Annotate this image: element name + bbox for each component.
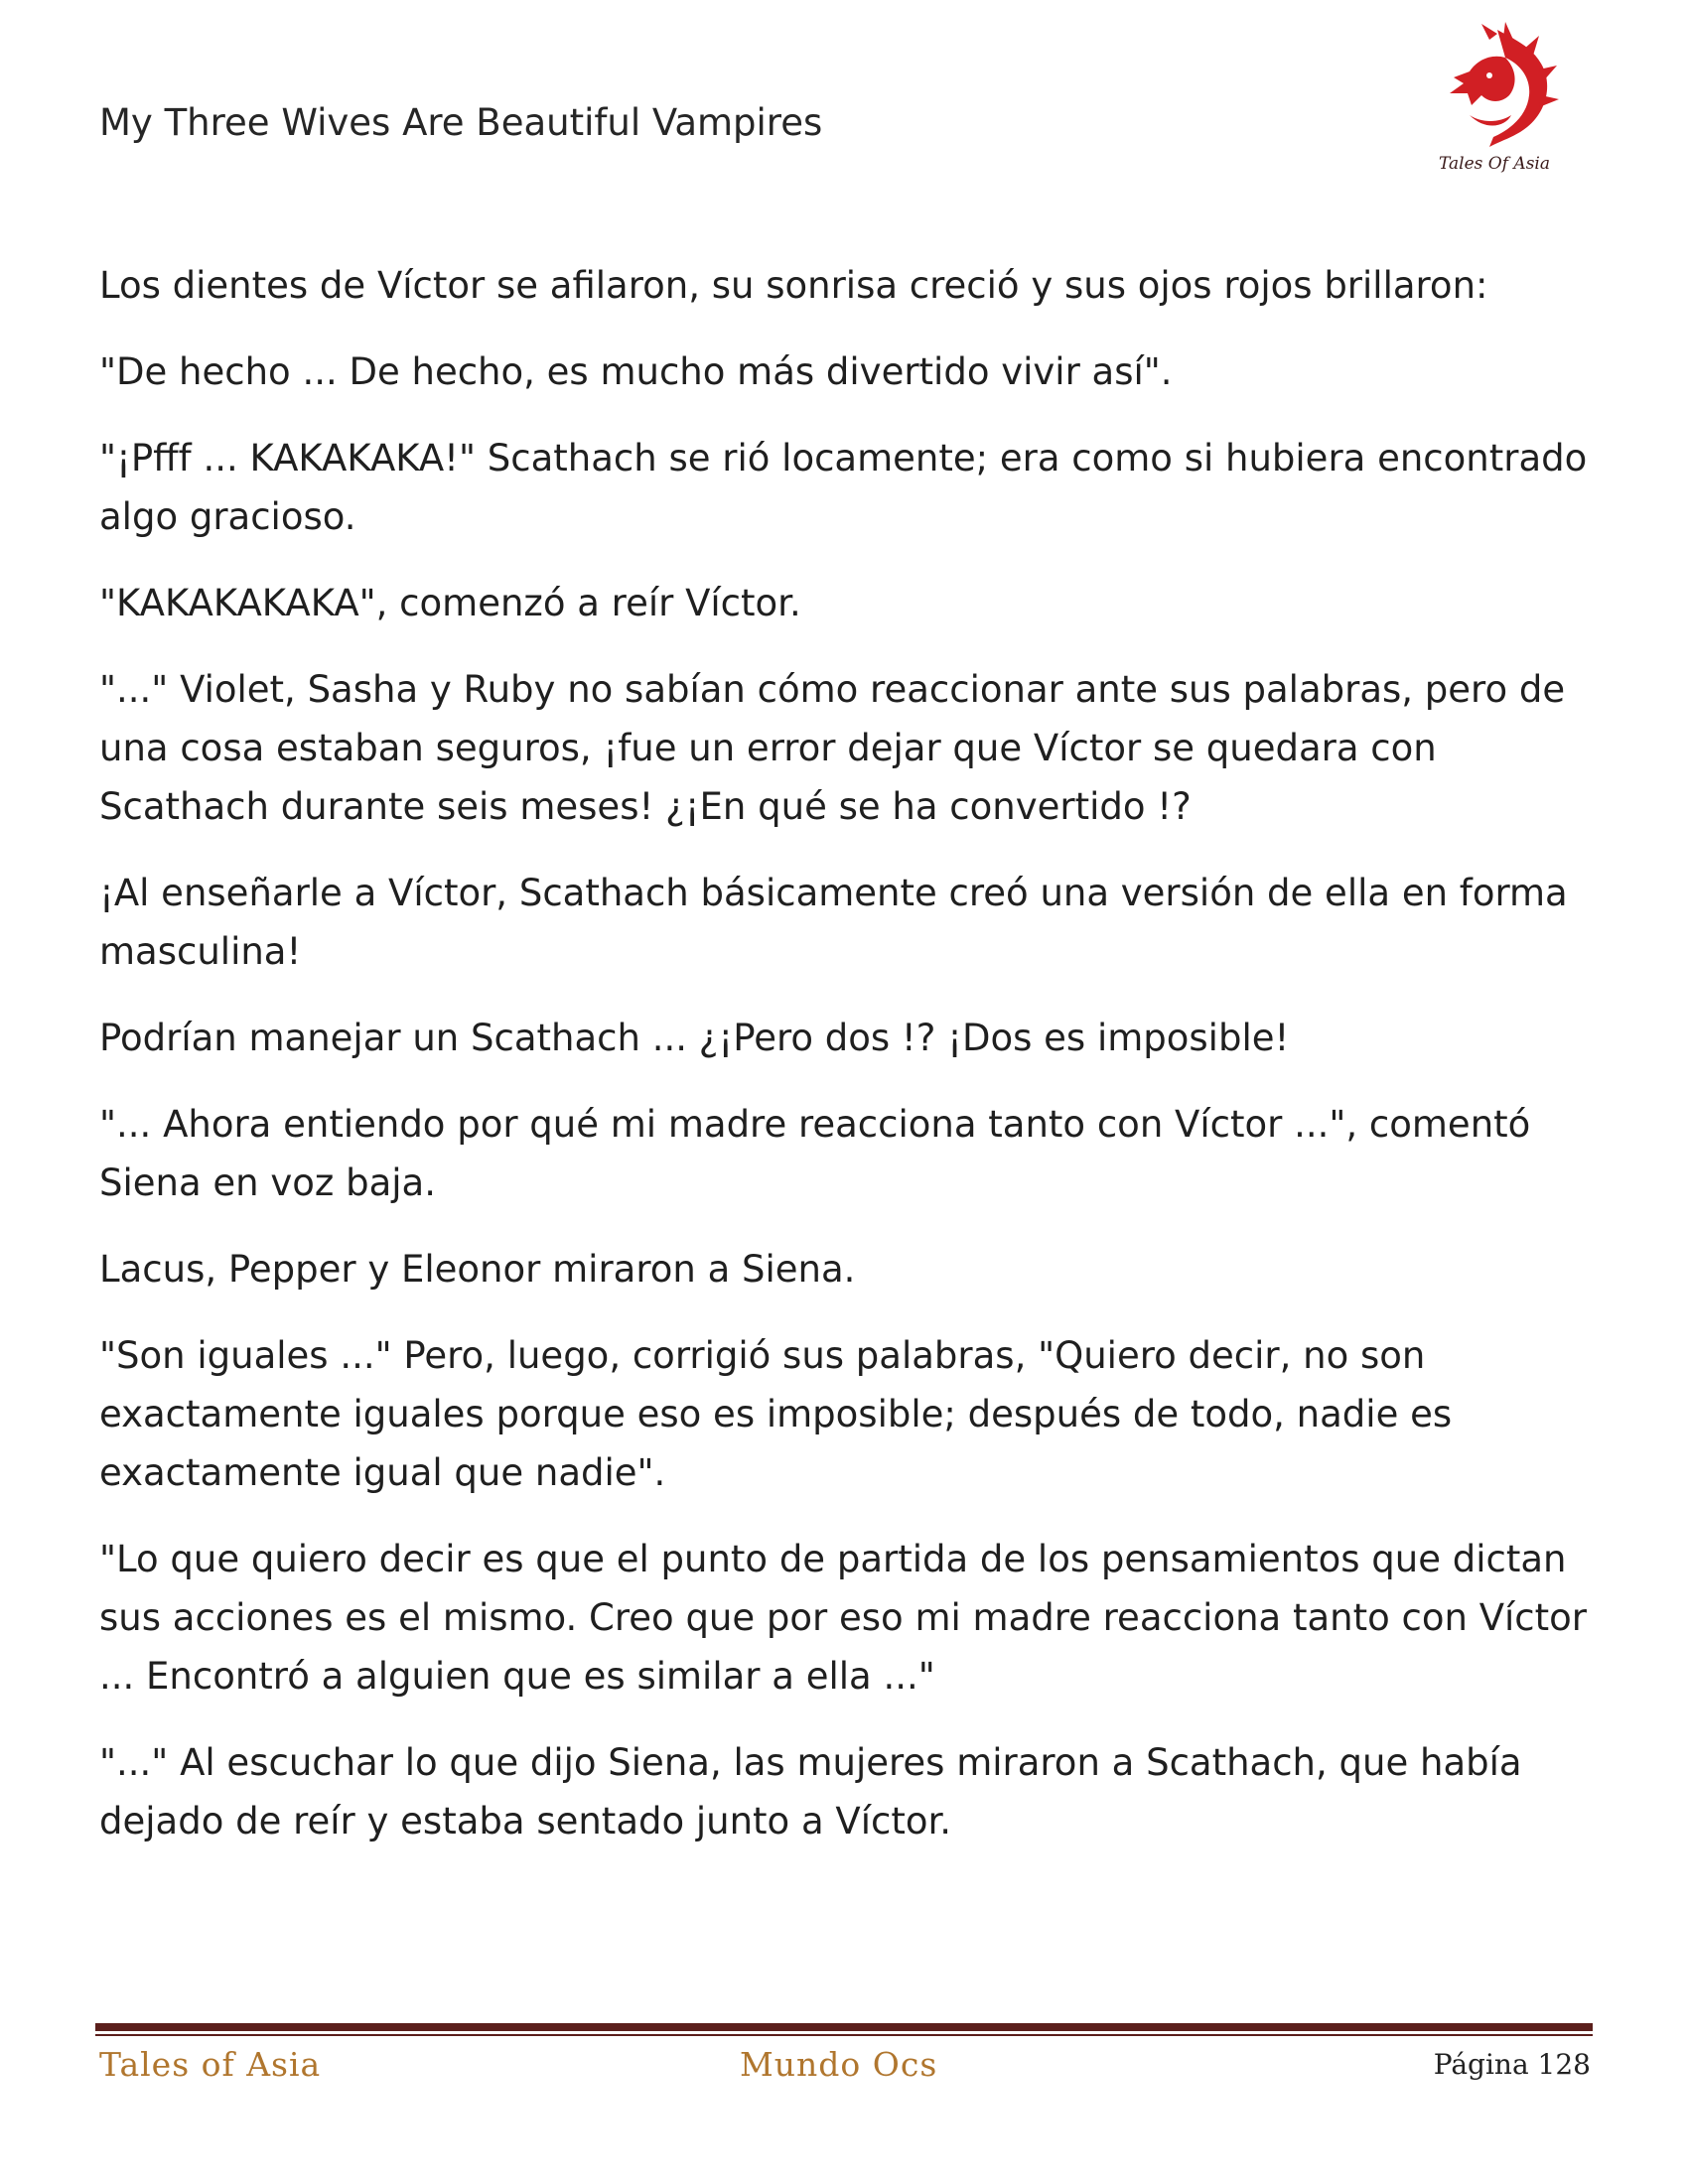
paragraph: "Lo que quiero decir es que el punto de partida de los pensamientos que dictan sus acciones es el mismo. Creo que por eso mi madre reacciona tanto con Víctor ... Encontró a alguien que es similar a ella ..." xyxy=(99,1538,1587,1698)
footer-divider-thin xyxy=(95,2034,1593,2036)
page-number: Página 128 xyxy=(1433,2048,1591,2081)
footer-divider xyxy=(95,2023,1593,2037)
paragraph: Los dientes de Víctor se afilaron, su sonrisa creció y sus ojos rojos brillaron: xyxy=(99,264,1488,307)
footer-divider-thick xyxy=(95,2023,1593,2031)
paragraph: "Son iguales ..." Pero, luego, corrigió sus palabras, "Quiero decir, no son exactamente iguales porque eso es imposible; después de todo, nadie es exactamente igual que nadie". xyxy=(99,1334,1453,1494)
paragraph: "De hecho ... De hecho, es mucho más divertido vivir así". xyxy=(99,350,1173,393)
paragraph: "¡Pfff ... KAKAKAKA!" Scathach se rió locamente; era como si hubiera encontrado algo gracioso. xyxy=(99,437,1588,538)
chapter-body xyxy=(99,256,1589,1878)
paragraph: Podrían manejar un Scathach ... ¿¡Pero dos !? ¡Dos es imposible! xyxy=(99,1017,1290,1059)
paragraph: "..." Al escuchar lo que dijo Siena, las mujeres miraron a Scathach, que había dejado de reír y estaba sentado junto a Víctor. xyxy=(99,1741,1522,1843)
paragraph: "... Ahora entiendo por qué mi madre reacciona tanto con Víctor ...", comentó Siena en voz baja. xyxy=(99,1103,1531,1204)
logo-text: Tales Of Asia xyxy=(1439,154,1550,174)
paragraph: Lacus, Pepper y Eleonor miraron a Siena. xyxy=(99,1248,856,1291)
paragraph: ¡Al enseñarle a Víctor, Scathach básicamente creó una versión de ella en forma masculina! xyxy=(99,872,1568,973)
tales-of-asia-dragon-logo xyxy=(1420,20,1569,179)
dragon-logo-icon xyxy=(1420,20,1569,179)
page-title: My Three Wives Are Beautiful Vampires xyxy=(99,101,823,144)
footer-publisher: Tales of Asia xyxy=(99,2045,322,2084)
paragraph: "KAKAKAKAKA", comenzó a reír Víctor. xyxy=(99,582,801,624)
paragraph: "..." Violet, Sasha y Ruby no sabían cómo reaccionar ante sus palabras, pero de una cosa estaban seguros, ¡fue un error dejar que Víctor se quedara con Scathach durante seis meses! ¿¡En qué se ha convertido !? xyxy=(99,668,1566,828)
footer-site: Mundo Ocs xyxy=(740,2045,938,2084)
